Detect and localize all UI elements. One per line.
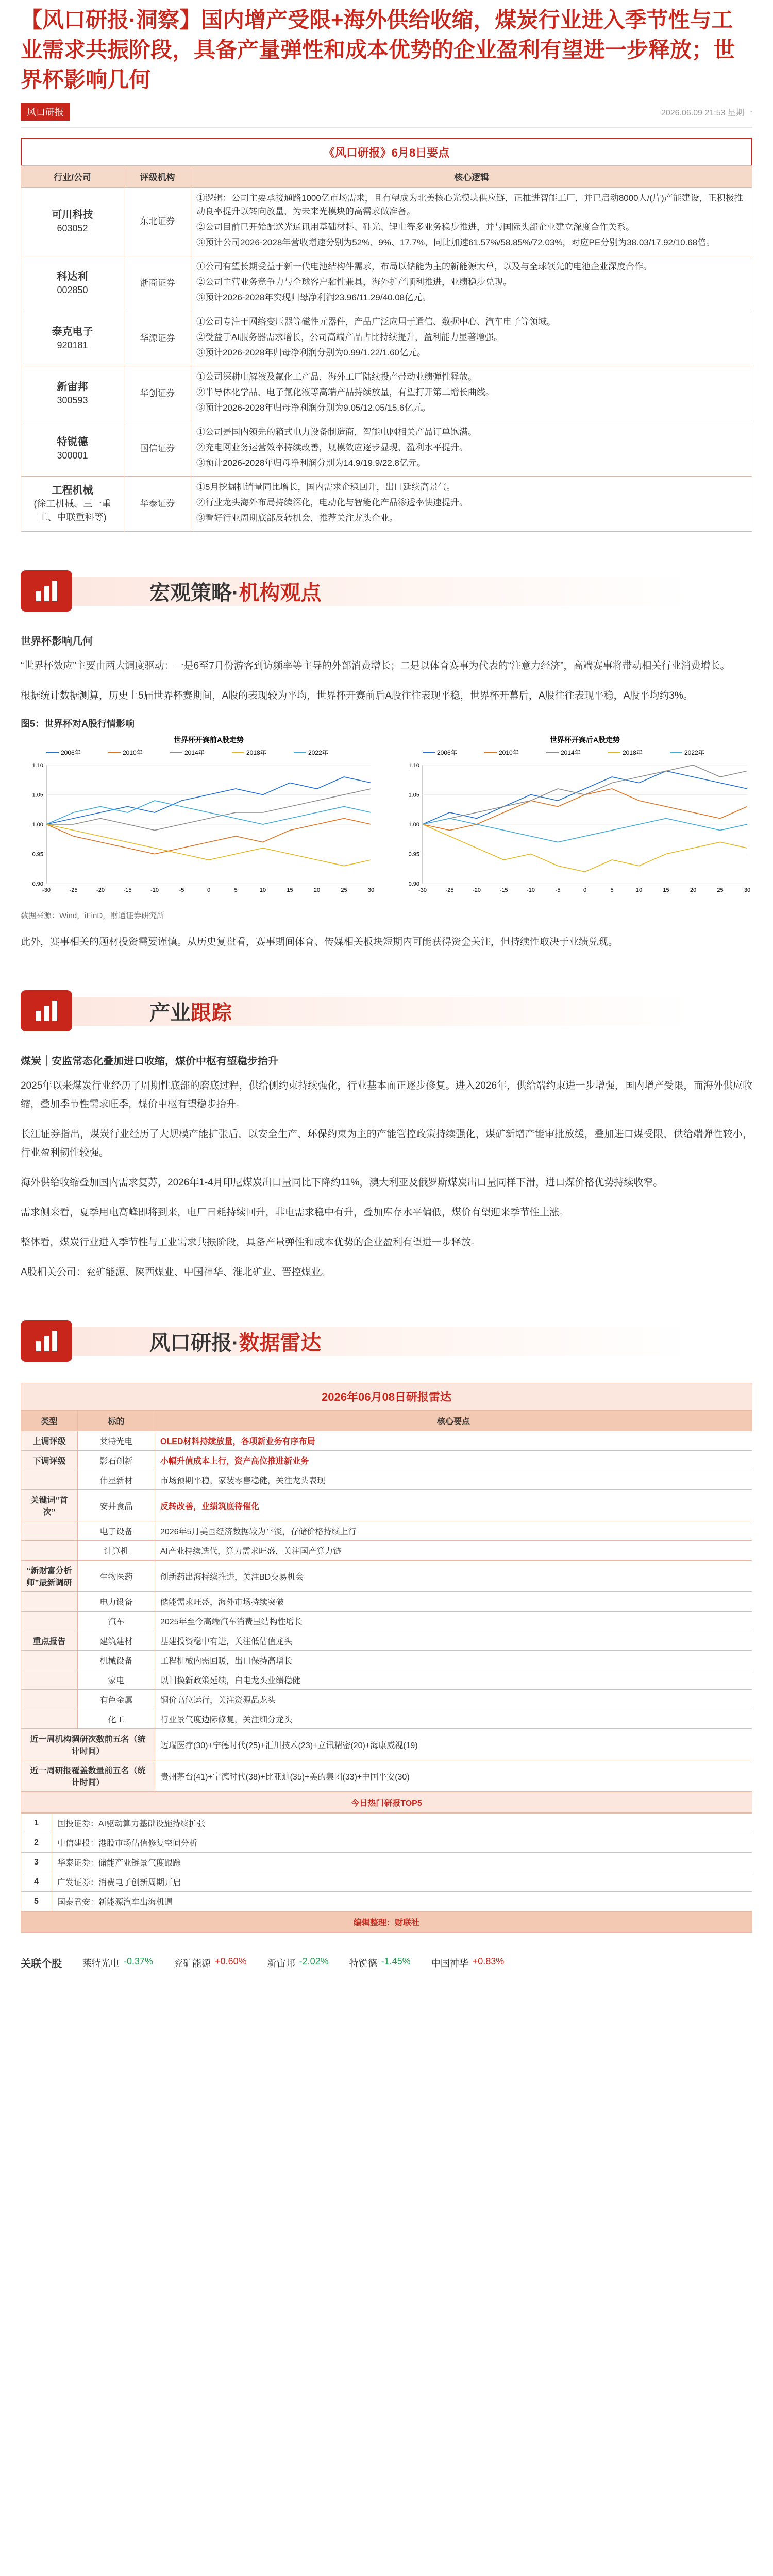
x-tick-label: 20: [313, 887, 321, 893]
logic-line: ③预计公司2026-2028年营收增速分别为52%、9%、17.7%，同比加速61.57%/58.85%/72.03%，对应PE分别为38.03/17.92/10.68倍。: [196, 238, 715, 247]
top5-table: [21, 1813, 752, 1911]
x-tick-label: 20: [690, 887, 697, 893]
series-line: [423, 819, 747, 842]
x-tick-label: 15: [663, 887, 669, 893]
radar-row: [21, 1521, 752, 1541]
bar-chart-icon: [21, 990, 72, 1031]
radar-row: [21, 1470, 752, 1490]
industry-paragraph: 2025年以来煤炭行业经历了周期性底部的磨底过程，供给侧约束持续强化，行业基本面正逐步修复。进入2026年，供给端约束进一步增强，国内增产受限，而海外供应收缩，叠加季节性需求旺季，煤价中枢有望稳步抬升。: [21, 1080, 752, 1110]
company-cell[interactable]: [21, 256, 124, 311]
x-tick-label: -15: [123, 887, 132, 893]
legend-label: 2006年: [61, 749, 81, 756]
top5-row[interactable]: [21, 1853, 752, 1872]
radar-target[interactable]: 化工: [78, 1709, 155, 1729]
analyst-cell: 浙商证券: [124, 256, 191, 311]
logic-line: ②充电网业务运营效率持续改善，规模效应逐步显现，盈利水平提升。: [196, 443, 468, 452]
radar-category: 下调评级: [21, 1451, 78, 1470]
radar-target[interactable]: 有色金属: [78, 1690, 155, 1709]
x-tick-label: -5: [555, 887, 561, 893]
x-tick-label: -30: [42, 887, 51, 893]
radar-category: 关键词“首次”: [21, 1490, 78, 1521]
summary-label: 近一周机构调研次数前五名（统计时间）: [21, 1729, 155, 1760]
radar-category: 上调评级: [21, 1431, 78, 1451]
logic-cell: [191, 311, 752, 366]
radar-row: [21, 1709, 752, 1729]
logic-line: ②受益于AI服务器需求增长，公司高端产品占比持续提升，盈利能力显著增强。: [196, 332, 503, 342]
x-tick-label: -15: [499, 887, 508, 893]
logic-line: ③预计2026-2028年实现归母净利润23.96/11.29/40.08亿元。: [196, 293, 431, 302]
related-stocks: [21, 1955, 752, 1970]
y-tick-label: 1.05: [408, 792, 419, 799]
column-tag[interactable]: 风口研报: [21, 103, 70, 121]
legend-label: 2006年: [437, 749, 457, 756]
logic-cell: [191, 477, 752, 532]
col-company: 行业/公司: [21, 166, 124, 188]
editor-credit: 编辑整理：财联社: [21, 1911, 752, 1933]
company-cell[interactable]: [21, 421, 124, 477]
x-tick-label: 15: [287, 887, 293, 893]
x-tick-label: 25: [341, 887, 347, 893]
x-tick-label: -25: [69, 887, 78, 893]
radar-banner: [21, 1318, 752, 1364]
industry-banner: [21, 988, 752, 1034]
legend-label: 2014年: [561, 749, 581, 756]
bar-chart-icon: [21, 1320, 72, 1362]
radar-category: [21, 1690, 78, 1709]
y-tick-label: 1.00: [408, 822, 419, 828]
radar-summary-row: [21, 1729, 752, 1760]
research-row: [21, 477, 752, 532]
radar-point: 2026年5月美国经济数据较为平淡，存储价格持续上行: [155, 1521, 752, 1541]
radar-point: 反转改善，业绩筑底待催化: [155, 1490, 752, 1521]
company-cell[interactable]: [21, 311, 124, 366]
x-tick-label: 0: [207, 887, 211, 893]
research-box-title: 《风口研报》6月8日要点: [21, 138, 752, 165]
radar-point: 铜价高位运行，关注资源品龙头: [155, 1690, 752, 1709]
radar-category: [21, 1592, 78, 1612]
legend-label: 2014年: [184, 749, 205, 756]
radar-category: “新财富分析师”最新调研: [21, 1561, 78, 1592]
radar-row: [21, 1651, 752, 1670]
radar-point: AI产业持续迭代，算力需求旺盛，关注国产算力链: [155, 1541, 752, 1561]
radar-point: 小幅升值成本上行，资产高位推进新业务: [155, 1451, 752, 1470]
logic-line: ③预计2026-2028年归母净利润分别为9.05/12.05/15.6亿元。: [196, 403, 431, 413]
logic-line: ①公司专注于网络变压器等磁性元器件，产品广泛应用于通信、数据中心、汽车电子等领域。: [196, 317, 556, 327]
radar-point: 创新药出海持续推进，关注BD交易机会: [155, 1561, 752, 1592]
radar-category: [21, 1470, 78, 1490]
analyst-cell: 国信证券: [124, 421, 191, 477]
radar-point: 工程机械内需回暖，出口保持高增长: [155, 1651, 752, 1670]
y-tick-label: 0.90: [32, 881, 43, 887]
radar-row: [21, 1431, 752, 1451]
industry-paragraph: 长江证券指出，煤炭行业经历了大规模产能扩张后，以安全生产、环保约束为主的产能管控政策持续强化，煤矿新增产能审批放缓，叠加进口煤受限，供给端弹性较小，行业盈利韧性较强。: [21, 1129, 752, 1158]
x-tick-label: -10: [527, 887, 535, 893]
series-line: [46, 819, 371, 854]
analyst-cell: 华创证券: [124, 366, 191, 421]
x-tick-label: 0: [583, 887, 587, 893]
stock-item[interactable]: [267, 1956, 329, 1970]
series-line: [423, 771, 747, 825]
top5-text[interactable]: 广发证券：消费电子创新周期开启: [52, 1872, 752, 1892]
stock-name: 新宙邦: [267, 1958, 295, 1969]
y-tick-label: 0.95: [408, 851, 419, 858]
panel-title: 世界杯开赛后A股走势: [549, 736, 620, 744]
company-code: 603052: [57, 223, 88, 233]
top5-row[interactable]: [21, 1892, 752, 1911]
radar-col-target: 标的: [78, 1411, 155, 1431]
logic-line: ①逻辑：公司主要承接通路1000亿市场需求，且有望成为北美核心光模块供应链，正推进智能工厂，并已启动8000人/(片)产能建设，正积极推动良率提升以转向放量，为未来光模块的高需求做准备。: [196, 193, 743, 216]
company-name: 新宙邦: [57, 381, 88, 393]
top5-title: 今日热门研报TOP5: [21, 1792, 752, 1813]
radar-row: [21, 1561, 752, 1592]
radar-target[interactable]: 汽车: [78, 1612, 155, 1631]
radar-row: [21, 1612, 752, 1631]
radar-point: OLED材料持续放量，各项新业务有序布局: [155, 1431, 752, 1451]
radar-row: [21, 1451, 752, 1470]
stock-change: -0.37%: [124, 1956, 154, 1967]
publish-date: 2026.06.09 21:53 星期一: [661, 108, 752, 117]
research-row: [21, 188, 752, 256]
radar-target[interactable]: 生物医药: [78, 1561, 155, 1592]
logic-cell: [191, 256, 752, 311]
legend-label: 2018年: [246, 749, 266, 756]
y-tick-label: 1.10: [32, 762, 43, 769]
company-code: (徐工机械、三一重工、中联重科等): [33, 499, 111, 522]
top5-index: 5: [21, 1892, 52, 1911]
radar-point: 储能需求旺盛，海外市场持续突破: [155, 1592, 752, 1612]
radar-point: 基建投资稳中有进，关注低估值龙头: [155, 1631, 752, 1651]
macro-banner-title: 宏观策略·机构观点: [149, 581, 322, 604]
industry-subhead: 煤炭｜安监常态化叠加进口收缩，煤价中枢有望稳步抬升: [21, 1056, 278, 1067]
logic-line: ②半导体化学品、电子氟化液等高端产品持续放量，有望打开第二增长曲线。: [196, 387, 494, 397]
bar-chart-icon: [21, 570, 72, 612]
x-tick-label: -30: [418, 887, 427, 893]
radar-target[interactable]: 计算机: [78, 1541, 155, 1561]
radar-category: [21, 1541, 78, 1561]
top5-text[interactable]: 国泰君安：新能源汽车出海机遇: [52, 1892, 752, 1911]
company-name: 可川科技: [52, 209, 93, 221]
y-tick-label: 0.95: [32, 851, 43, 858]
research-table: [21, 165, 752, 532]
radar-category: [21, 1709, 78, 1729]
radar-target[interactable]: 安井食品: [78, 1490, 155, 1521]
stock-change: +0.60%: [215, 1956, 247, 1967]
research-row: [21, 366, 752, 421]
x-tick-label: 10: [635, 887, 643, 893]
y-tick-label: 1.10: [408, 762, 419, 769]
top5-text[interactable]: 国投证券：AI驱动算力基础设施持续扩张: [52, 1814, 752, 1833]
y-tick-label: 1.00: [32, 822, 43, 828]
radar-category: 重点报告: [21, 1631, 78, 1651]
radar-row: [21, 1631, 752, 1651]
series-line: [423, 824, 747, 872]
divider: [21, 127, 752, 128]
x-tick-label: 30: [367, 887, 375, 893]
series-line: [46, 777, 371, 824]
chart-title: 图5：世界杯对A股行情影响: [21, 719, 135, 729]
stock-change: -2.02%: [299, 1956, 329, 1967]
industry-paragraph: A股相关公司：兖矿能源、陕西煤业、中国神华、淮北矿业、晋控煤业。: [21, 1267, 331, 1278]
macro-paragraph: 根据统计数据测算，历史上5届世界杯赛期间，A股的表现较为平均，世界杯开赛前后A股往往表现平稳，世界杯开幕后，A股往往表现平稳，A股平均约3%。: [21, 690, 693, 701]
macro-banner: [21, 568, 752, 614]
x-tick-label: 5: [610, 887, 614, 893]
logic-line: ①公司深耕电解液及氟化工产品，海外工厂陆续投产带动业绩弹性释放。: [196, 372, 477, 382]
radar-row: [21, 1670, 752, 1690]
top5-row[interactable]: [21, 1814, 752, 1833]
x-tick-label: -10: [150, 887, 159, 893]
summary-value: 贵州茅台(41)+宁德时代(38)+比亚迪(35)+美的集团(33)+中国平安(30): [155, 1760, 752, 1792]
meta-row: [21, 103, 752, 121]
col-logic: 核心逻辑: [191, 166, 752, 188]
company-name: 泰克电子: [52, 326, 93, 337]
company-cell[interactable]: [21, 366, 124, 421]
research-row: [21, 311, 752, 366]
stock-item[interactable]: [82, 1956, 153, 1970]
radar-category: [21, 1521, 78, 1541]
radar-category: [21, 1670, 78, 1690]
industry-paragraph: 海外供给收缩叠加国内需求复苏，2026年1-4月印尼煤炭出口量同比下降约11%，澳大利亚及俄罗斯煤炭出口量同样下滑，进口煤价格优势持续收窄。: [21, 1177, 663, 1188]
radar-row: [21, 1490, 752, 1521]
summary-label: 近一周研报覆盖数量前五名（统计时间）: [21, 1760, 155, 1792]
company-cell[interactable]: [21, 477, 124, 532]
radar-target[interactable]: 机械设备: [78, 1651, 155, 1670]
company-code: 920181: [57, 340, 88, 350]
research-summary: [21, 138, 752, 532]
stock-change: +0.83%: [472, 1956, 505, 1967]
stock-name: 特锐德: [349, 1958, 377, 1969]
logic-line: ②行业龙头海外布局持续深化，电动化与智能化产品渗透率快速提升。: [196, 498, 468, 507]
x-tick-label: 5: [234, 887, 238, 893]
logic-line: ③预计2026-2028年归母净利润分别为0.99/1.22/1.60亿元。: [196, 348, 426, 358]
radar-row: [21, 1541, 752, 1561]
macro-subhead: 世界杯影响几何: [21, 636, 93, 647]
related-stocks-label: 关联个股: [21, 1958, 62, 1970]
company-name: 科达利: [57, 271, 88, 282]
y-tick-label: 0.90: [408, 881, 419, 887]
research-row: [21, 421, 752, 477]
stock-name: 莱特光电: [82, 1958, 120, 1969]
radar-title: 2026年06月08日研报雷达: [21, 1383, 752, 1410]
top5-index: 3: [21, 1853, 52, 1872]
radar-col-type: 类型: [21, 1411, 78, 1431]
radar-summary-row: [21, 1760, 752, 1792]
stock-name: 兖矿能源: [174, 1958, 211, 1969]
x-tick-label: 30: [744, 887, 751, 893]
radar-banner-title: 风口研报·数据雷达: [149, 1331, 322, 1354]
top5-index: 1: [21, 1814, 52, 1833]
analyst-cell: 华泰证券: [124, 477, 191, 532]
logic-line: ①公司有望长期受益于新一代电池结构件需求，布局以储能为主的新能源大单，以及与全球领先的电池企业深度合作。: [196, 262, 652, 272]
logic-line: ③预计2026-2028年归母净利润分别为14.9/19.9/22.8亿元。: [196, 458, 426, 468]
top5-row[interactable]: [21, 1872, 752, 1892]
panel-title: 世界杯开赛前A股走势: [173, 736, 244, 744]
industry-banner-title: 产业跟踪: [149, 1001, 232, 1024]
radar-point: 2025年至今高端汽车消费呈结构性增长: [155, 1612, 752, 1631]
top5-row[interactable]: [21, 1833, 752, 1853]
x-tick-label: -20: [473, 887, 481, 893]
radar-point: 市场预期平稳，家装零售稳健，关注龙头表现: [155, 1470, 752, 1490]
research-row: [21, 256, 752, 311]
x-tick-label: -20: [96, 887, 105, 893]
legend-label: 2018年: [623, 749, 643, 756]
logic-line: ③看好行业周期底部反转机会，推荐关注龙头企业。: [196, 513, 398, 523]
logic-cell: [191, 421, 752, 477]
radar-table: [21, 1410, 752, 1792]
radar-target[interactable]: 影石创新: [78, 1451, 155, 1470]
logic-cell: [191, 366, 752, 421]
series-line: [46, 824, 371, 866]
series-line: [46, 801, 371, 824]
legend-label: 2022年: [684, 749, 704, 756]
worldcup-chart-svg: [21, 734, 752, 904]
worldcup-chart: [21, 717, 752, 921]
logic-line: ①5月挖掘机销量同比增长，国内需求企稳回升，出口延续高景气。: [196, 482, 456, 492]
legend-label: 2022年: [308, 749, 328, 756]
radar-target[interactable]: 电力设备: [78, 1592, 155, 1612]
company-name: 特锐德: [57, 436, 88, 448]
radar-col-points: 核心要点: [155, 1411, 752, 1431]
y-tick-label: 1.05: [32, 792, 43, 799]
stock-name: 中国神华: [431, 1958, 468, 1969]
stock-item[interactable]: [174, 1956, 247, 1970]
radar-target[interactable]: 电子设备: [78, 1521, 155, 1541]
industry-paragraph: 整体看，煤炭行业进入季节性与工业需求共振阶段，具备产量弹性和成本优势的企业盈利有望进一步释放。: [21, 1237, 481, 1248]
radar-row: [21, 1690, 752, 1709]
company-name: 工程机械: [52, 485, 93, 496]
company-code: 300593: [57, 395, 88, 405]
x-tick-label: -5: [179, 887, 184, 893]
stock-item[interactable]: [349, 1956, 411, 1970]
top5-text[interactable]: 中信建投：港股市场估值修复空间分析: [52, 1833, 752, 1853]
radar-target[interactable]: 建筑建材: [78, 1631, 155, 1651]
analyst-cell: 东北证券: [124, 188, 191, 256]
industry-paragraph: 需求侧来看，夏季用电高峰即将到来，电厂日耗持续回升，非电需求稳中有升，叠加库存水平偏低，煤价有望迎来季节性上涨。: [21, 1207, 569, 1218]
logic-cell: [191, 188, 752, 256]
radar-row: [21, 1592, 752, 1612]
logic-line: ①公司是国内领先的箱式电力设备制造商，智能电网相关产品订单饱满。: [196, 427, 477, 437]
stock-change: -1.45%: [381, 1956, 411, 1967]
radar-point: 以旧换新政策延续，白电龙头业绩稳健: [155, 1670, 752, 1690]
x-tick-label: -25: [445, 887, 454, 893]
col-analyst: 评级机构: [124, 166, 191, 188]
top5-index: 4: [21, 1872, 52, 1892]
legend-label: 2010年: [123, 749, 143, 756]
summary-value: 迈瑞医疗(30)+宁德时代(25)+汇川技术(23)+立讯精密(20)+海康威视(19): [155, 1729, 752, 1760]
radar-target[interactable]: 伟星新材: [78, 1470, 155, 1490]
chart-source: 数据来源：Wind，iFinD，财通证券研究所: [21, 911, 165, 920]
radar-point: 行业景气度边际修复，关注细分龙头: [155, 1709, 752, 1729]
article-title: 【风口研报·洞察】国内增产受限+海外供给收缩，煤炭行业进入季节性与工业需求共振阶段，具备产量弹性和成本优势的企业盈利有望进一步释放；世界杯影响几何: [21, 8, 735, 92]
analyst-cell: 华源证券: [124, 311, 191, 366]
logic-line: ②公司目前已开始配送光通讯用基础材料、硅光、锂电等多业务稳步推进，并与国际头部企业建立深度合作关系。: [196, 222, 634, 232]
radar-target[interactable]: 家电: [78, 1670, 155, 1690]
top5-index: 2: [21, 1833, 52, 1853]
company-cell[interactable]: [21, 188, 124, 256]
radar-target[interactable]: 莱特光电: [78, 1431, 155, 1451]
x-tick-label: 10: [259, 887, 266, 893]
top5-text[interactable]: 华泰证券：储能产业链景气度跟踪: [52, 1853, 752, 1872]
radar-category: [21, 1612, 78, 1631]
radar-category: [21, 1651, 78, 1670]
stock-item[interactable]: [431, 1956, 505, 1970]
company-code: 002850: [57, 285, 88, 295]
legend-label: 2010年: [499, 749, 519, 756]
x-tick-label: 25: [717, 887, 724, 893]
macro-paragraph: 此外，赛事相关的题材投资需要谨慎。从历史复盘看，赛事期间体育、传媒相关板块短期内可能获得资金关注，但持续性取决于业绩兑现。: [21, 937, 618, 947]
macro-paragraph: “世界杯效应”主要由两大调度驱动：一是6至7月份游客到访频率等主导的外部消费增长；二是以体育赛事为代表的“注意力经济”，高端赛事将带动相关行业消费增长。: [21, 660, 730, 671]
logic-line: ②公司主营业务竞争力与全球客户黏性兼具，海外扩产顺利推进，业绩稳步兑现。: [196, 277, 512, 287]
company-code: 300001: [57, 450, 88, 461]
radar-panel: [21, 1383, 752, 1933]
